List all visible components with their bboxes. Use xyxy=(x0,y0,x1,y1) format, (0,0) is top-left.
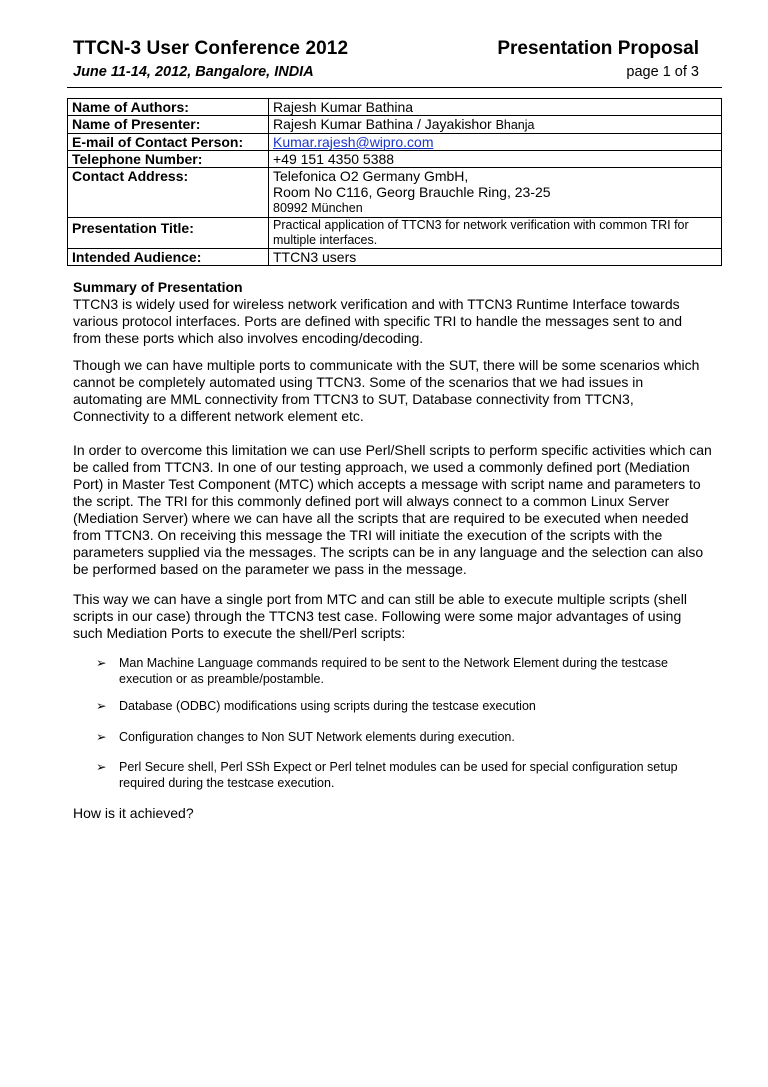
table-row xyxy=(68,99,722,116)
table-row xyxy=(68,151,722,168)
summary-paragraph: Though we can have multiple ports to communicate with the SUT, there will be some scenarios which cannot be completely automated using TTCN3. Some of the scenarios that we had issues in automating are MML connectivity from TTCN3 to SUT, Database connectivity from TTCN3, Connectivity to a different network element etc. xyxy=(73,357,700,424)
address-label: Contact Address: xyxy=(68,168,269,218)
summary-heading: Summary of Presentation xyxy=(73,279,243,295)
email-cell xyxy=(269,134,722,151)
header-top-row xyxy=(73,38,699,62)
advantages-list xyxy=(96,656,706,687)
proposal-info-table xyxy=(67,98,722,266)
address-line: Telefonica O2 Germany GmbH, xyxy=(273,168,469,184)
summary-block xyxy=(73,279,713,347)
header-sub-row xyxy=(73,64,699,82)
arrow-bullet-icon: ➢ xyxy=(96,656,107,670)
advantages-list xyxy=(96,760,706,791)
document-type: Presentation Proposal xyxy=(497,38,699,59)
conference-title: TTCN-3 User Conference 2012 xyxy=(73,38,349,59)
address-line: Room No C116, Georg Brauchle Ring, 23-25 xyxy=(273,184,551,200)
date-location: June 11-14, 2012, Bangalore, INDIA xyxy=(73,64,314,80)
table-row xyxy=(68,134,722,151)
arrow-bullet-icon: ➢ xyxy=(96,730,107,744)
summary-paragraph: TTCN3 is widely used for wireless network verification and with TTCN3 Runtime Interface towards various protocol interfaces. Ports are defined with specific TRI to handle the messages sent to and from these ports which also involves encoding/decoding. xyxy=(73,296,683,346)
advantages-list xyxy=(96,730,706,746)
summary-paragraph: In order to overcome this limitation we can use Perl/Shell scripts to perform specific activities which can be called from TTCN3. In one of our testing approach, we used a commonly defined port (Mediation Port) in Master Test Component (MTC) which accepts a message with script name and parameters to the script. The TRI for this commonly defined port will always connect to a common Linux Server (Mediation Server) where we can have all the scripts that are required to be executed when needed from TTCN3. On receiving this message the TRI will initiate the execution of the scripts with the parameters supplied via the messages. The scripts can be in any language and the selection can also be performed based on the parameter we pass in the message. xyxy=(73,442,712,577)
address-cell xyxy=(269,168,722,218)
email-link[interactable]: Kumar.rajesh@wipro.com xyxy=(273,134,434,150)
audience-value: TTCN3 users xyxy=(269,249,722,266)
telephone-label: Telephone Number: xyxy=(68,151,269,168)
table-row xyxy=(68,116,722,134)
table-row xyxy=(68,168,722,218)
list-item-text: Man Machine Language commands required to be sent to the Network Element during the testcase execution or as preamble/postamble. xyxy=(119,656,668,686)
presenter-value-extra: Bhanja xyxy=(495,118,535,132)
table-row xyxy=(68,249,722,266)
table-row xyxy=(68,218,722,249)
page-indicator: page 1 of 3 xyxy=(626,64,699,80)
closing-question: How is it achieved? xyxy=(73,805,194,821)
header-rule xyxy=(67,87,722,88)
title-label: Presentation Title: xyxy=(68,218,269,249)
arrow-bullet-icon: ➢ xyxy=(96,760,107,774)
list-item xyxy=(96,656,706,687)
list-item xyxy=(96,699,706,715)
telephone-value: +49 151 4350 5388 xyxy=(269,151,722,168)
presenter-value: Rajesh Kumar Bathina / Jayakishor xyxy=(273,116,492,132)
authors-label: Name of Authors: xyxy=(68,99,269,116)
email-label: E-mail of Contact Person: xyxy=(68,134,269,151)
advantages-list xyxy=(96,699,706,715)
presenter-label: Name of Presenter: xyxy=(68,116,269,134)
list-item xyxy=(96,760,706,791)
list-item xyxy=(96,730,706,746)
list-item-text: Configuration changes to Non SUT Network elements during execution. xyxy=(119,730,515,744)
audience-label: Intended Audience: xyxy=(68,249,269,266)
list-item-text: Perl Secure shell, Perl SSh Expect or Perl telnet modules can be used for special configuration setup required during the testcase execution. xyxy=(119,760,678,790)
authors-value: Rajesh Kumar Bathina xyxy=(269,99,722,116)
arrow-bullet-icon: ➢ xyxy=(96,699,107,713)
list-item-text: Database (ODBC) modifications using scripts during the testcase execution xyxy=(119,699,536,713)
summary-paragraph: This way we can have a single port from MTC and can still be able to execute multiple scripts (shell scripts in our case) through the TTCN3 test case. Following were some major advantages of using such Mediation Ports to execute the shell/Perl scripts: xyxy=(73,591,687,641)
address-line: 80992 München xyxy=(273,201,363,215)
presenter-cell xyxy=(269,116,722,134)
title-value: Practical application of TTCN3 for network verification with common TRI for multiple interfaces. xyxy=(269,218,722,249)
